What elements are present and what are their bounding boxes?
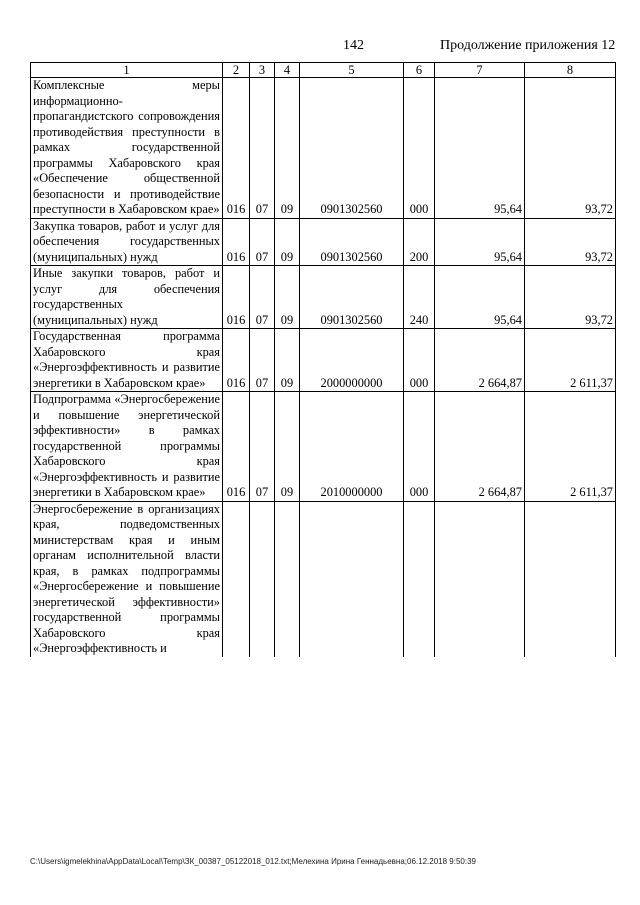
expense-type-code: 000 — [404, 78, 435, 219]
target-article-code: 2000000000 — [300, 329, 404, 392]
ministry-code: 016 — [223, 329, 250, 392]
target-article-code: 0901302560 — [300, 266, 404, 329]
section-code: 07 — [250, 392, 275, 502]
row-name: Комплексные меры информационно-пропагандистского сопровождения противодействия преступности в рамках государственной программы Хабаровского края «Обеспечение общественной безопасности и противодействие преступности в Хабаровском крае» — [31, 78, 223, 219]
target-article-code: 2010000000 — [300, 392, 404, 502]
target-article-code: 0901302560 — [300, 218, 404, 266]
row-name: Энергосбережение в организациях края, подведомственных министерствам края и иным органам исполнительной власти края, в рамках подпрограммы «Энергосбережение и повышение энергетической эффективности» государственной программы Хабаровского края «Энергоэффективность и — [31, 501, 223, 657]
expense-type-code — [404, 501, 435, 657]
table-row — [31, 329, 616, 392]
executed-amount: 93,72 — [525, 218, 616, 266]
footer-file-path: C:\Users\igmelekhina\AppData\Local\Temp\ЗК_00387_05122018_012.txt;Мелехина Ирина Геннадьевна;06.12.2018 9:50:39 — [30, 857, 476, 866]
table-row — [31, 266, 616, 329]
executed-amount: 2 611,37 — [525, 392, 616, 502]
column-header: 5 — [300, 63, 404, 78]
planned-amount: 95,64 — [435, 78, 525, 219]
section-code: 07 — [250, 266, 275, 329]
subsection-code — [275, 501, 300, 657]
planned-amount — [435, 501, 525, 657]
row-name: Подпрограмма «Энергосбережение и повышение энергетической эффективности» в рамках государственной программы Хабаровского края «Энергоэффективность и развитие энергетики в Хабаровском крае» — [31, 392, 223, 502]
table-row — [31, 501, 616, 657]
subsection-code: 09 — [275, 218, 300, 266]
subsection-code: 09 — [275, 392, 300, 502]
column-header: 4 — [275, 63, 300, 78]
executed-amount: 93,72 — [525, 266, 616, 329]
appendix-continuation-note: Продолжение приложения 12 — [440, 38, 616, 53]
section-code: 07 — [250, 78, 275, 219]
subsection-code: 09 — [275, 78, 300, 219]
row-name: Государственная программа Хабаровского края «Энергоэффективность и развитие энергетики в Хабаровском крае» — [31, 329, 223, 392]
section-code: 07 — [250, 218, 275, 266]
expense-type-code: 000 — [404, 392, 435, 502]
ministry-code: 016 — [223, 266, 250, 329]
section-code: 07 — [250, 329, 275, 392]
executed-amount: 2 611,37 — [525, 329, 616, 392]
row-name: Закупка товаров, работ и услуг для обеспечения государственных (муниципальных) нужд — [31, 218, 223, 266]
column-header: 8 — [525, 63, 616, 78]
ministry-code — [223, 501, 250, 657]
executed-amount: 93,72 — [525, 78, 616, 219]
expense-type-code: 200 — [404, 218, 435, 266]
expense-type-code: 240 — [404, 266, 435, 329]
column-header: 2 — [223, 63, 250, 78]
column-header: 3 — [250, 63, 275, 78]
column-header: 1 — [31, 63, 223, 78]
section-code — [250, 501, 275, 657]
planned-amount: 2 664,87 — [435, 329, 525, 392]
ministry-code: 016 — [223, 218, 250, 266]
executed-amount — [525, 501, 616, 657]
target-article-code: 0901302560 — [300, 78, 404, 219]
planned-amount: 95,64 — [435, 266, 525, 329]
table-row — [31, 218, 616, 266]
ministry-code: 016 — [223, 78, 250, 219]
table-header-row — [31, 63, 616, 78]
ministry-code: 016 — [223, 392, 250, 502]
row-name: Иные закупки товаров, работ и услуг для обеспечения государственных (муниципальных) нужд — [31, 266, 223, 329]
column-header: 7 — [435, 63, 525, 78]
subsection-code: 09 — [275, 266, 300, 329]
table-row — [31, 392, 616, 502]
target-article-code — [300, 501, 404, 657]
subsection-code: 09 — [275, 329, 300, 392]
table-row — [31, 78, 616, 219]
budget-table — [30, 62, 616, 657]
planned-amount: 2 664,87 — [435, 392, 525, 502]
page-number: 142 — [343, 38, 364, 53]
column-header: 6 — [404, 63, 435, 78]
planned-amount: 95,64 — [435, 218, 525, 266]
expense-type-code: 000 — [404, 329, 435, 392]
